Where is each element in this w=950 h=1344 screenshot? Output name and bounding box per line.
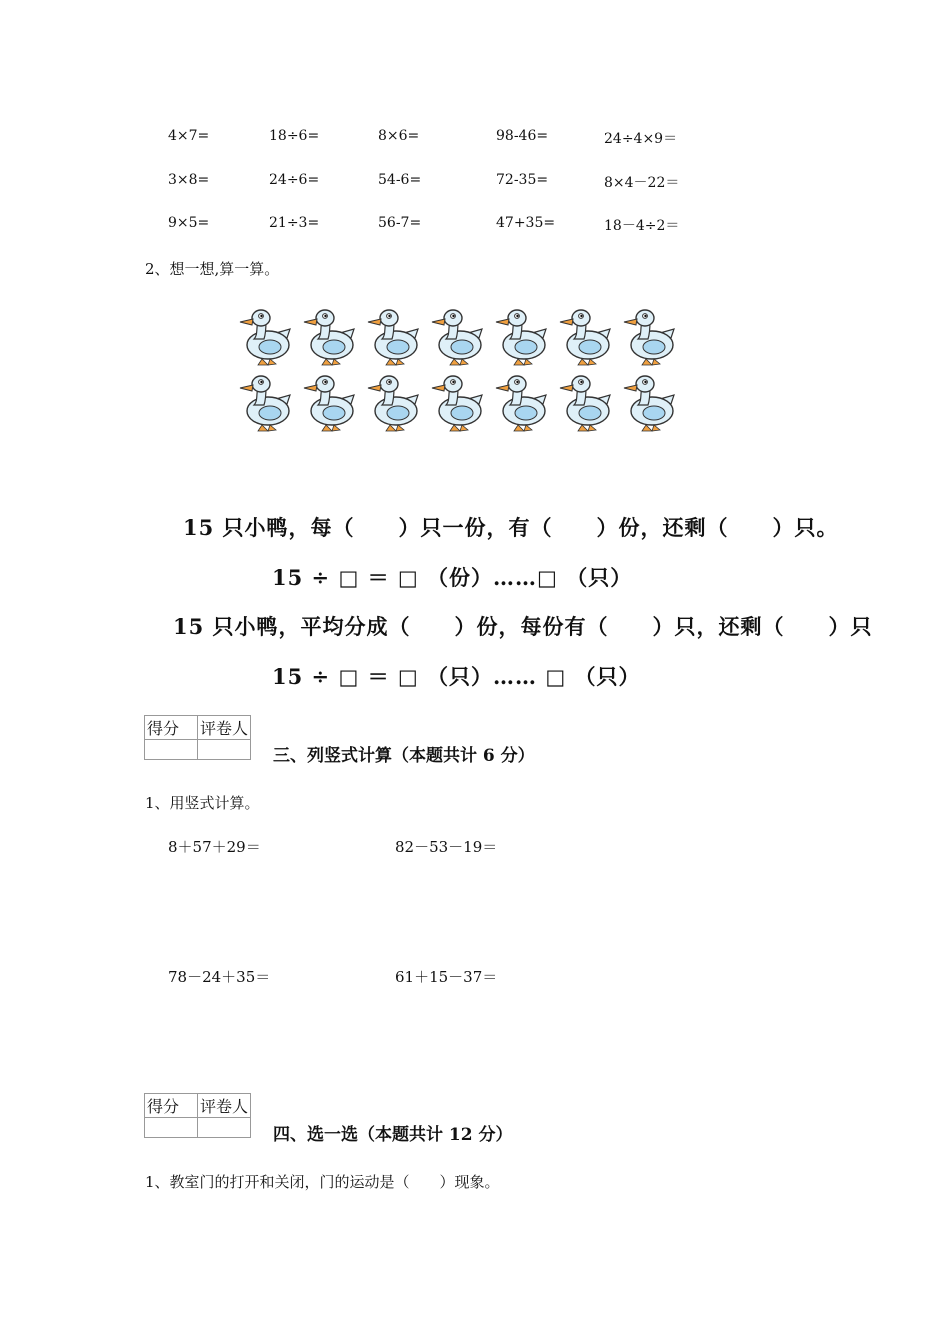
grader-cell[interactable] xyxy=(198,1118,251,1138)
arith-cell: 54-6= xyxy=(378,172,422,188)
section-3-question-1: 1、用竖式计算。 xyxy=(145,794,260,812)
duck-icon xyxy=(240,376,290,431)
question-2-title: 2、想一想,算一算。 xyxy=(145,260,280,278)
section-3-title: 三、列竖式计算（本题共计 6 分） xyxy=(273,746,535,766)
arith-cell: 18÷6= xyxy=(269,128,320,144)
duck-question-line-2: 15 只小鸭，平均分成（ ）份，每份有（ ）只，还剩（ ）只 xyxy=(173,614,873,639)
arith-cell: 56-7= xyxy=(378,215,422,231)
arith-cell: 98-46= xyxy=(496,128,549,144)
grader-label: 评卷人 xyxy=(198,1094,251,1118)
arith-cell: 21÷3= xyxy=(269,215,320,231)
arith-cell: 47+35= xyxy=(496,215,556,231)
duck-icon xyxy=(432,310,482,365)
score-box xyxy=(144,1093,251,1138)
duck-icon xyxy=(560,310,610,365)
vertical-calc-expr: 82－53－19＝ xyxy=(395,838,498,856)
arith-cell: 72-35= xyxy=(496,172,549,188)
score-cell[interactable] xyxy=(145,1118,198,1138)
arith-cell: 8×4－22＝ xyxy=(604,175,680,191)
duck-equation-line-1: 15 ÷ □ ＝ □ （份）……□ （只） xyxy=(272,565,633,590)
duck-icon xyxy=(304,310,354,365)
arith-cell: 4×7= xyxy=(168,128,210,144)
arith-cell: 24÷4×9＝ xyxy=(604,131,678,147)
duck-icon xyxy=(624,310,674,365)
duck-icon xyxy=(240,310,290,365)
score-label: 得分 xyxy=(145,1094,198,1118)
arith-cell: 24÷6= xyxy=(269,172,320,188)
duck-icon xyxy=(368,310,418,365)
duck-icon xyxy=(432,376,482,431)
score-label: 得分 xyxy=(145,716,198,740)
duck-icon xyxy=(304,376,354,431)
section-4-question-1: 1、教室门的打开和关闭，门的运动是（ ）现象。 xyxy=(145,1173,500,1191)
duck-icon xyxy=(624,376,674,431)
vertical-calc-expr: 78－24＋35＝ xyxy=(168,968,271,986)
section-4-title: 四、选一选（本题共计 12 分） xyxy=(273,1125,513,1145)
arith-cell: 9×5= xyxy=(168,215,210,231)
grader-cell[interactable] xyxy=(198,740,251,760)
duck-question-line-1: 15 只小鸭，每（ ）只一份，有（ ）份，还剩（ ）只。 xyxy=(183,515,839,540)
vertical-calc-expr: 8＋57＋29＝ xyxy=(168,838,261,856)
score-cell[interactable] xyxy=(145,740,198,760)
vertical-calc-expr: 61＋15－37＝ xyxy=(395,968,498,986)
duck-icon xyxy=(496,310,546,365)
ducks-illustration xyxy=(236,307,686,439)
duck-equation-line-2: 15 ÷ □ ＝ □ （只）…… □ （只） xyxy=(272,664,641,689)
score-box xyxy=(144,715,251,760)
duck-icon xyxy=(560,376,610,431)
duck-icon xyxy=(368,376,418,431)
duck-icon xyxy=(496,376,546,431)
arith-cell: 8×6= xyxy=(378,128,420,144)
arith-cell: 3×8= xyxy=(168,172,210,188)
grader-label: 评卷人 xyxy=(198,716,251,740)
arith-cell: 18－4÷2＝ xyxy=(604,218,680,234)
